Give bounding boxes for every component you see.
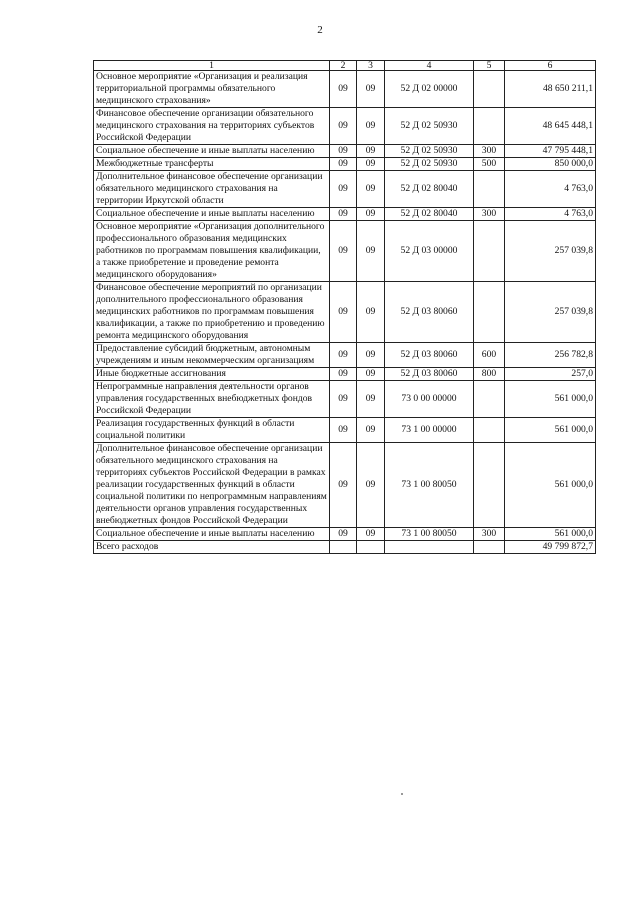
subsection-code: 09: [357, 282, 385, 343]
item-name: Предоставление субсидий бюджетным, автономным учреждениям и иным некоммерческим организациям: [94, 343, 330, 368]
table-row: [94, 443, 596, 528]
amount: 4 763,0: [505, 208, 596, 221]
amount: 850 000,0: [505, 158, 596, 171]
page-number: 2: [317, 24, 323, 36]
total-amount: 49 799 872,7: [505, 541, 596, 554]
empty-cell: [357, 541, 385, 554]
table-row: [94, 418, 596, 443]
amount: 561 000,0: [505, 443, 596, 528]
section-code: 09: [330, 108, 357, 145]
table-row: [94, 71, 596, 108]
column-header: 2: [330, 61, 357, 71]
target-article-code: 52 Д 03 80060: [385, 343, 474, 368]
expense-type-code: 500: [474, 158, 505, 171]
item-name: Дополнительное финансовое обеспечение организации обязательного медицинского страхования на территориях субъектов Российской Федерации в рамках реализации государственных функций в области социальной политики по непрограммным направлениям деятельности органов управления государственных внебюджетных фондов Российской Федерации: [94, 443, 330, 528]
item-name: Социальное обеспечение и иные выплаты населению: [94, 528, 330, 541]
subsection-code: 09: [357, 158, 385, 171]
item-name: Непрограммные направления деятельности органов управления государственных внебюджетных фондов Российской Федерации: [94, 381, 330, 418]
column-header: 1: [94, 61, 330, 71]
expense-type-code: [474, 221, 505, 282]
amount: 256 782,8: [505, 343, 596, 368]
section-code: 09: [330, 221, 357, 282]
table-row: [94, 282, 596, 343]
subsection-code: 09: [357, 418, 385, 443]
target-article-code: 52 Д 02 00000: [385, 71, 474, 108]
subsection-code: 09: [357, 108, 385, 145]
subsection-code: 09: [357, 221, 385, 282]
subsection-code: 09: [357, 528, 385, 541]
section-code: 09: [330, 171, 357, 208]
item-name: Основное мероприятие «Организация дополнительного профессионального образования медицинских работников по программам повышения квалификации, а также приобретение и проведение ремонта медицинского оборудования»: [94, 221, 330, 282]
target-article-code: 52 Д 03 00000: [385, 221, 474, 282]
section-code: 09: [330, 381, 357, 418]
subsection-code: 09: [357, 208, 385, 221]
section-code: 09: [330, 528, 357, 541]
target-article-code: 73 1 00 00000: [385, 418, 474, 443]
column-header: 5: [474, 61, 505, 71]
expense-type-code: [474, 108, 505, 145]
item-name: Финансовое обеспечение организации обязательного медицинского страхования на территориях субъектов Российской Федерации: [94, 108, 330, 145]
section-code: 09: [330, 282, 357, 343]
table-row: [94, 528, 596, 541]
item-name: Социальное обеспечение и иные выплаты населению: [94, 145, 330, 158]
expense-type-code: 300: [474, 208, 505, 221]
section-code: 09: [330, 208, 357, 221]
subsection-code: 09: [357, 443, 385, 528]
column-header: 3: [357, 61, 385, 71]
amount: 561 000,0: [505, 528, 596, 541]
item-name: Основное мероприятие «Организация и реализация территориальной программы обязательного медицинского страхования»: [94, 71, 330, 108]
subsection-code: 09: [357, 145, 385, 158]
target-article-code: 52 Д 02 80040: [385, 171, 474, 208]
section-code: 09: [330, 158, 357, 171]
subsection-code: 09: [357, 343, 385, 368]
table-row: [94, 221, 596, 282]
total-row: [94, 541, 596, 554]
column-header: 4: [385, 61, 474, 71]
section-code: 09: [330, 145, 357, 158]
table-row: [94, 171, 596, 208]
item-name: Реализация государственных функций в области социальной политики: [94, 418, 330, 443]
column-header: 6: [505, 61, 596, 71]
expense-type-code: 600: [474, 343, 505, 368]
target-article-code: 52 Д 03 80060: [385, 368, 474, 381]
empty-cell: [385, 541, 474, 554]
target-article-code: 52 Д 02 50930: [385, 145, 474, 158]
expense-type-code: 300: [474, 145, 505, 158]
amount: 4 763,0: [505, 171, 596, 208]
expense-type-code: [474, 381, 505, 418]
expense-type-code: [474, 282, 505, 343]
empty-cell: [474, 541, 505, 554]
section-code: 09: [330, 443, 357, 528]
empty-cell: [330, 541, 357, 554]
expense-type-code: [474, 418, 505, 443]
table-row: [94, 368, 596, 381]
table-row: [94, 108, 596, 145]
target-article-code: 52 Д 02 50930: [385, 158, 474, 171]
target-article-code: 73 1 00 80050: [385, 528, 474, 541]
amount: 257 039,8: [505, 282, 596, 343]
amount: 48 650 211,1: [505, 71, 596, 108]
subsection-code: 09: [357, 71, 385, 108]
subsection-code: 09: [357, 171, 385, 208]
table-row: [94, 381, 596, 418]
target-article-code: 52 Д 03 80060: [385, 282, 474, 343]
expense-type-code: [474, 171, 505, 208]
expense-type-code: [474, 443, 505, 528]
item-name: Дополнительное финансовое обеспечение организации обязательного медицинского страхования на территории Иркутской области: [94, 171, 330, 208]
section-code: 09: [330, 71, 357, 108]
amount: 561 000,0: [505, 418, 596, 443]
amount: 561 000,0: [505, 381, 596, 418]
item-name: Межбюджетные трансферты: [94, 158, 330, 171]
section-code: 09: [330, 343, 357, 368]
target-article-code: 73 0 00 00000: [385, 381, 474, 418]
amount: 257,0: [505, 368, 596, 381]
scan-speck: [401, 793, 403, 795]
expenditure-table: [93, 60, 596, 554]
section-code: 09: [330, 418, 357, 443]
header-row: [94, 61, 596, 71]
item-name: Финансовое обеспечение мероприятий по организации дополнительного профессионального образования медицинских работников по программам повышения квалификации, а также по приобретению и проведению ремонта медицинского оборудования: [94, 282, 330, 343]
amount: 47 795 448,1: [505, 145, 596, 158]
total-label: Всего расходов: [94, 541, 330, 554]
amount: 48 645 448,1: [505, 108, 596, 145]
item-name: Социальное обеспечение и иные выплаты населению: [94, 208, 330, 221]
item-name: Иные бюджетные ассигнования: [94, 368, 330, 381]
table-row: [94, 145, 596, 158]
subsection-code: 09: [357, 381, 385, 418]
table-row: [94, 158, 596, 171]
expense-type-code: [474, 71, 505, 108]
target-article-code: 73 1 00 80050: [385, 443, 474, 528]
amount: 257 039,8: [505, 221, 596, 282]
subsection-code: 09: [357, 368, 385, 381]
expense-type-code: 300: [474, 528, 505, 541]
target-article-code: 52 Д 02 50930: [385, 108, 474, 145]
section-code: 09: [330, 368, 357, 381]
expense-type-code: 800: [474, 368, 505, 381]
table-row: [94, 343, 596, 368]
target-article-code: 52 Д 02 80040: [385, 208, 474, 221]
table-row: [94, 208, 596, 221]
